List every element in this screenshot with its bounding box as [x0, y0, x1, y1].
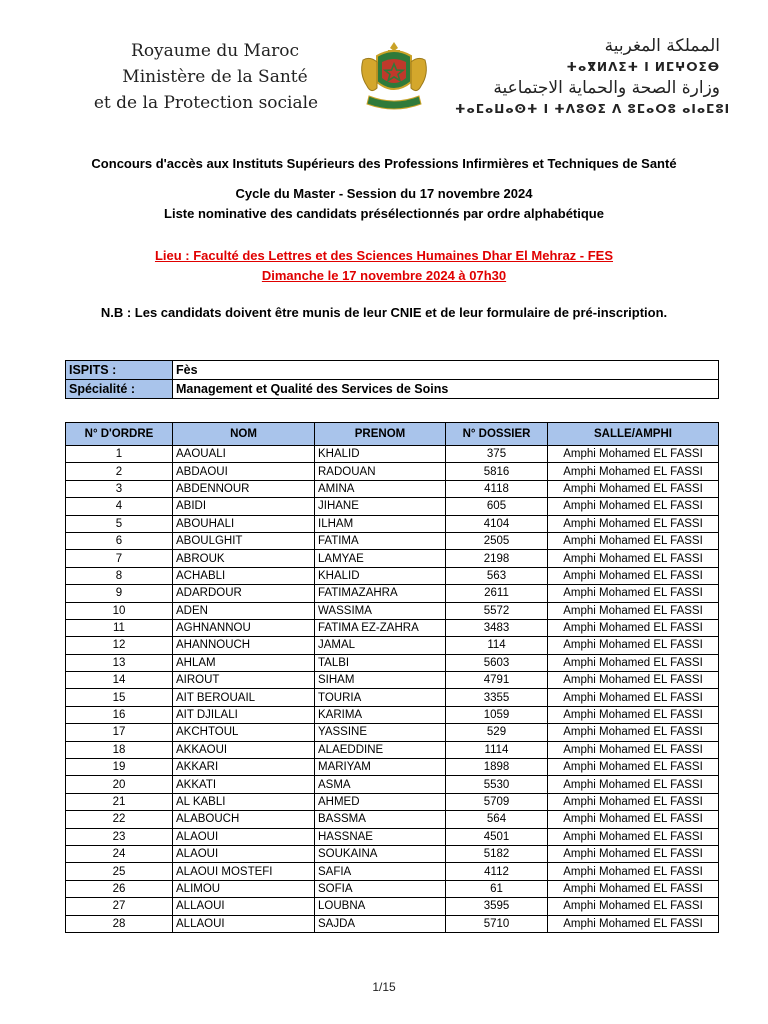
order-cell: 22	[66, 811, 173, 828]
table-row	[66, 602, 719, 619]
dossier-cell: 5710	[446, 915, 548, 932]
salle-cell: Amphi Mohamed EL FASSI	[548, 446, 719, 463]
table-row	[66, 637, 719, 654]
col-header-prenom: PRENOM	[315, 423, 446, 446]
nom-cell: ALAOUI	[173, 828, 315, 845]
nom-cell: AGHNANNOU	[173, 619, 315, 636]
col-header-dossier: N° DOSSIER	[446, 423, 548, 446]
order-cell: 6	[66, 532, 173, 549]
table-row	[66, 480, 719, 497]
exam-date-label: Dimanche le 17 novembre 2024 à 07h30	[261, 268, 507, 283]
ministry-label-ar: وزارة الصحة والحماية الاجتماعية	[493, 78, 720, 98]
nom-cell: ALLAOUI	[173, 898, 315, 915]
dossier-cell: 375	[446, 446, 548, 463]
nom-cell: ABOULGHIT	[173, 532, 315, 549]
dossier-cell: 564	[446, 811, 548, 828]
salle-cell: Amphi Mohamed EL FASSI	[548, 654, 719, 671]
order-cell: 2	[66, 463, 173, 480]
salle-cell: Amphi Mohamed EL FASSI	[548, 863, 719, 880]
nom-cell: ALAOUI	[173, 845, 315, 862]
salle-cell: Amphi Mohamed EL FASSI	[548, 637, 719, 654]
nom-cell: AIROUT	[173, 672, 315, 689]
prenom-cell: AHMED	[315, 793, 446, 810]
order-cell: 24	[66, 845, 173, 862]
list-title: Liste nominative des candidats présélectionnés par ordre alphabétique	[164, 206, 604, 221]
nom-cell: ABROUK	[173, 550, 315, 567]
nom-cell: AKKAOUI	[173, 741, 315, 758]
dossier-cell: 3595	[446, 898, 548, 915]
dossier-cell: 4104	[446, 515, 548, 532]
table-row	[66, 463, 719, 480]
nom-cell: ABIDI	[173, 498, 315, 515]
salle-cell: Amphi Mohamed EL FASSI	[548, 880, 719, 897]
nom-cell: ACHABLI	[173, 567, 315, 584]
specialite-label: Spécialité :	[66, 380, 173, 399]
table-row	[66, 741, 719, 758]
salle-cell: Amphi Mohamed EL FASSI	[548, 480, 719, 497]
ministry-label-line2: et de la Protection sociale	[93, 93, 319, 113]
dossier-cell: 3355	[446, 689, 548, 706]
prenom-cell: ASMA	[315, 776, 446, 793]
prenom-cell: SIHAM	[315, 672, 446, 689]
nom-cell: AAOUALI	[173, 446, 315, 463]
nom-cell: AHANNOUCH	[173, 637, 315, 654]
session-title: Cycle du Master - Session du 17 novembre 2024	[235, 186, 533, 201]
dossier-cell: 4112	[446, 863, 548, 880]
dossier-cell: 5603	[446, 654, 548, 671]
dossier-cell: 4501	[446, 828, 548, 845]
table-row	[66, 759, 719, 776]
salle-cell: Amphi Mohamed EL FASSI	[548, 898, 719, 915]
order-cell: 17	[66, 724, 173, 741]
salle-cell: Amphi Mohamed EL FASSI	[548, 915, 719, 932]
prenom-cell: RADOUAN	[315, 463, 446, 480]
kingdom-label: Royaume du Maroc	[131, 41, 299, 61]
prenom-cell: SOFIA	[315, 880, 446, 897]
dossier-cell: 529	[446, 724, 548, 741]
dossier-cell: 563	[446, 567, 548, 584]
nom-cell: ABDAOUI	[173, 463, 315, 480]
ispits-row	[66, 361, 719, 380]
prenom-cell: SOUKAINA	[315, 845, 446, 862]
location-label: Lieu : Faculté des Lettres et des Sciences Humaines Dhar El Mehraz - FES	[154, 248, 614, 263]
order-cell: 9	[66, 585, 173, 602]
candidates-table	[65, 422, 719, 933]
prenom-cell: HASSNAE	[315, 828, 446, 845]
table-row	[66, 724, 719, 741]
order-cell: 14	[66, 672, 173, 689]
order-cell: 15	[66, 689, 173, 706]
prenom-cell: FATIMA EZ-ZAHRA	[315, 619, 446, 636]
table-body	[66, 446, 719, 933]
coat-of-arms-icon	[355, 38, 433, 114]
order-cell: 1	[66, 446, 173, 463]
prenom-cell: TOURIA	[315, 689, 446, 706]
dossier-cell: 114	[446, 637, 548, 654]
table-row	[66, 446, 719, 463]
dossier-cell: 5816	[446, 463, 548, 480]
table-row	[66, 689, 719, 706]
info-table	[65, 360, 719, 399]
kingdom-label-ar: المملكة المغربية	[604, 36, 720, 56]
table-row	[66, 845, 719, 862]
table-row	[66, 532, 719, 549]
salle-cell: Amphi Mohamed EL FASSI	[548, 793, 719, 810]
table-row	[66, 498, 719, 515]
prenom-cell: JAMAL	[315, 637, 446, 654]
table-row	[66, 776, 719, 793]
prenom-cell: WASSIMA	[315, 602, 446, 619]
prenom-cell: FATIMAZAHRA	[315, 585, 446, 602]
salle-cell: Amphi Mohamed EL FASSI	[548, 672, 719, 689]
dossier-cell: 5530	[446, 776, 548, 793]
nom-cell: AKCHTOUL	[173, 724, 315, 741]
order-cell: 23	[66, 828, 173, 845]
order-cell: 11	[66, 619, 173, 636]
order-cell: 27	[66, 898, 173, 915]
salle-cell: Amphi Mohamed EL FASSI	[548, 619, 719, 636]
salle-cell: Amphi Mohamed EL FASSI	[548, 532, 719, 549]
dossier-cell: 3483	[446, 619, 548, 636]
nom-cell: AIT BEROUAIL	[173, 689, 315, 706]
prenom-cell: YASSINE	[315, 724, 446, 741]
nom-cell: ABOUHALI	[173, 515, 315, 532]
prenom-cell: MARIYAM	[315, 759, 446, 776]
table-row	[66, 619, 719, 636]
location-text	[0, 248, 768, 263]
salle-cell: Amphi Mohamed EL FASSI	[548, 741, 719, 758]
order-cell: 26	[66, 880, 173, 897]
table-row	[66, 811, 719, 828]
order-cell: 4	[66, 498, 173, 515]
dossier-cell: 4118	[446, 480, 548, 497]
nom-cell: ADARDOUR	[173, 585, 315, 602]
salle-cell: Amphi Mohamed EL FASSI	[548, 515, 719, 532]
dossier-cell: 5572	[446, 602, 548, 619]
order-cell: 7	[66, 550, 173, 567]
nom-cell: AHLAM	[173, 654, 315, 671]
salle-cell: Amphi Mohamed EL FASSI	[548, 463, 719, 480]
col-header-salle: SALLE/AMPHI	[548, 423, 719, 446]
nom-cell: ADEN	[173, 602, 315, 619]
table-row	[66, 567, 719, 584]
salle-cell: Amphi Mohamed EL FASSI	[548, 602, 719, 619]
dossier-cell: 1898	[446, 759, 548, 776]
dossier-cell: 1114	[446, 741, 548, 758]
prenom-cell: AMINA	[315, 480, 446, 497]
table-row	[66, 706, 719, 723]
dossier-cell: 4791	[446, 672, 548, 689]
table-row	[66, 654, 719, 671]
prenom-cell: BASSMA	[315, 811, 446, 828]
order-cell: 5	[66, 515, 173, 532]
col-header-nom: NOM	[173, 423, 315, 446]
nom-cell: AIT DJILALI	[173, 706, 315, 723]
ispits-label: ISPITS :	[66, 361, 173, 380]
dossier-cell: 2198	[446, 550, 548, 567]
nom-cell: ALLAOUI	[173, 915, 315, 932]
prenom-cell: TALBI	[315, 654, 446, 671]
note-text: N.B : Les candidats doivent être munis de leur CNIE et de leur formulaire de pré-inscription.	[100, 305, 668, 320]
table-row	[66, 550, 719, 567]
order-cell: 16	[66, 706, 173, 723]
ministry-name-ar	[455, 36, 731, 120]
prenom-cell: SAFIA	[315, 863, 446, 880]
dossier-cell: 5709	[446, 793, 548, 810]
table-row	[66, 898, 719, 915]
salle-cell: Amphi Mohamed EL FASSI	[548, 689, 719, 706]
order-cell: 18	[66, 741, 173, 758]
dossier-cell: 2505	[446, 532, 548, 549]
order-cell: 19	[66, 759, 173, 776]
table-row	[66, 793, 719, 810]
table-row	[66, 863, 719, 880]
order-cell: 8	[66, 567, 173, 584]
table-row	[66, 880, 719, 897]
prenom-cell: JIHANE	[315, 498, 446, 515]
order-cell: 25	[66, 863, 173, 880]
salle-cell: Amphi Mohamed EL FASSI	[548, 567, 719, 584]
table-row	[66, 828, 719, 845]
salle-cell: Amphi Mohamed EL FASSI	[548, 585, 719, 602]
nom-cell: ALABOUCH	[173, 811, 315, 828]
col-header-order: N° D'ORDRE	[66, 423, 173, 446]
exam-date-text	[0, 268, 768, 283]
salle-cell: Amphi Mohamed EL FASSI	[548, 845, 719, 862]
salle-cell: Amphi Mohamed EL FASSI	[548, 776, 719, 793]
order-cell: 20	[66, 776, 173, 793]
ministry-name-fr	[90, 38, 340, 116]
prenom-cell: KHALID	[315, 567, 446, 584]
table-row	[66, 915, 719, 932]
dossier-cell: 605	[446, 498, 548, 515]
specialite-row	[66, 380, 719, 399]
order-cell: 3	[66, 480, 173, 497]
ministry-label-tifinagh: ⵜⴰⵎⴰⵡⴰⵙⵜ ⵏ ⵜⴷⵓⵙⵉ ⴷ ⵓⵎⴰⵔⵓ ⴰⵏⴰⵎⵓⵏ	[455, 102, 731, 116]
ispits-value: Fès	[173, 361, 719, 380]
table-row	[66, 515, 719, 532]
salle-cell: Amphi Mohamed EL FASSI	[548, 811, 719, 828]
prenom-cell: ILHAM	[315, 515, 446, 532]
order-cell: 10	[66, 602, 173, 619]
nom-cell: ABDENNOUR	[173, 480, 315, 497]
prenom-cell: LAMYAE	[315, 550, 446, 567]
salle-cell: Amphi Mohamed EL FASSI	[548, 706, 719, 723]
specialite-value: Management et Qualité des Services de Soins	[173, 380, 719, 399]
prenom-cell: KARIMA	[315, 706, 446, 723]
salle-cell: Amphi Mohamed EL FASSI	[548, 828, 719, 845]
order-cell: 28	[66, 915, 173, 932]
table-header-row	[66, 423, 719, 446]
ministry-label-line1: Ministère de la Santé	[122, 67, 308, 87]
kingdom-label-tifinagh: ⵜⴰⴳⵍⴷⵉⵜ ⵏ ⵍⵎⵖⵔⵉⴱ	[566, 60, 720, 74]
prenom-cell: LOUBNA	[315, 898, 446, 915]
prenom-cell: ALAEDDINE	[315, 741, 446, 758]
prenom-cell: FATIMA	[315, 532, 446, 549]
nom-cell: ALAOUI MOSTEFI	[173, 863, 315, 880]
dossier-cell: 2611	[446, 585, 548, 602]
nom-cell: ALIMOU	[173, 880, 315, 897]
salle-cell: Amphi Mohamed EL FASSI	[548, 498, 719, 515]
table-row	[66, 585, 719, 602]
nom-cell: AKKATI	[173, 776, 315, 793]
dossier-cell: 1059	[446, 706, 548, 723]
dossier-cell: 5182	[446, 845, 548, 862]
salle-cell: Amphi Mohamed EL FASSI	[548, 724, 719, 741]
order-cell: 21	[66, 793, 173, 810]
page-number: 1/15	[372, 980, 396, 994]
salle-cell: Amphi Mohamed EL FASSI	[548, 759, 719, 776]
dossier-cell: 61	[446, 880, 548, 897]
table-row	[66, 672, 719, 689]
prenom-cell: KHALID	[315, 446, 446, 463]
nom-cell: AL KABLI	[173, 793, 315, 810]
prenom-cell: SAJDA	[315, 915, 446, 932]
salle-cell: Amphi Mohamed EL FASSI	[548, 550, 719, 567]
order-cell: 13	[66, 654, 173, 671]
order-cell: 12	[66, 637, 173, 654]
competition-title: Concours d'accès aux Instituts Supérieurs des Professions Infirmières et Techniques de Santé	[91, 156, 677, 171]
nom-cell: AKKARI	[173, 759, 315, 776]
